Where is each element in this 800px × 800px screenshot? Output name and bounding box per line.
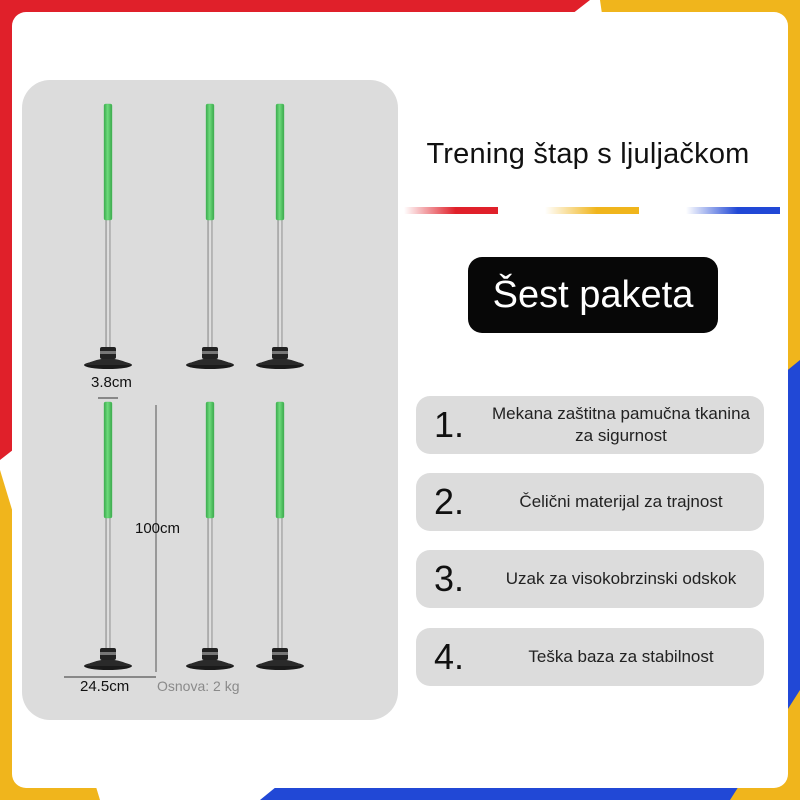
training-stick-icon <box>256 402 304 670</box>
training-stick-icon <box>186 402 234 670</box>
feature-number: 1. <box>434 404 465 445</box>
training-stick-icon <box>84 402 132 670</box>
feature-number: 2. <box>434 481 465 522</box>
pack-badge: Šest paketa <box>468 257 718 333</box>
product-title: Trening štap s ljuljačkom <box>426 138 750 170</box>
feature-item-1 <box>416 396 764 454</box>
accent-bar-blue <box>686 207 780 214</box>
training-stick-icon <box>186 104 234 369</box>
feature-text: Uzak za visokobrzinski odskok <box>505 569 737 588</box>
training-stick-icon <box>256 104 304 369</box>
height-label: 100cm <box>135 520 181 537</box>
feature-item-2 <box>416 473 764 531</box>
feature-text: Mekana zaštitna pamučna tkanina za sigurnost <box>492 404 750 445</box>
accent-bar-yellow <box>545 207 639 214</box>
feature-text: Čelični materijal za trajnost <box>519 492 723 511</box>
base-weight-label: Osnova: 2 kg <box>157 678 240 694</box>
product-illustration <box>22 80 398 720</box>
feature-item-3 <box>416 550 764 608</box>
grip-diameter-label: 3.8cm <box>91 374 132 391</box>
training-stick-icon <box>84 104 132 369</box>
base-diameter-label: 24.5cm <box>80 678 130 695</box>
accent-bar-red <box>404 207 498 214</box>
feature-item-4 <box>416 628 764 686</box>
feature-number: 4. <box>434 636 465 677</box>
feature-number: 3. <box>434 558 465 599</box>
feature-text: Teška baza za stabilnost <box>528 647 714 666</box>
